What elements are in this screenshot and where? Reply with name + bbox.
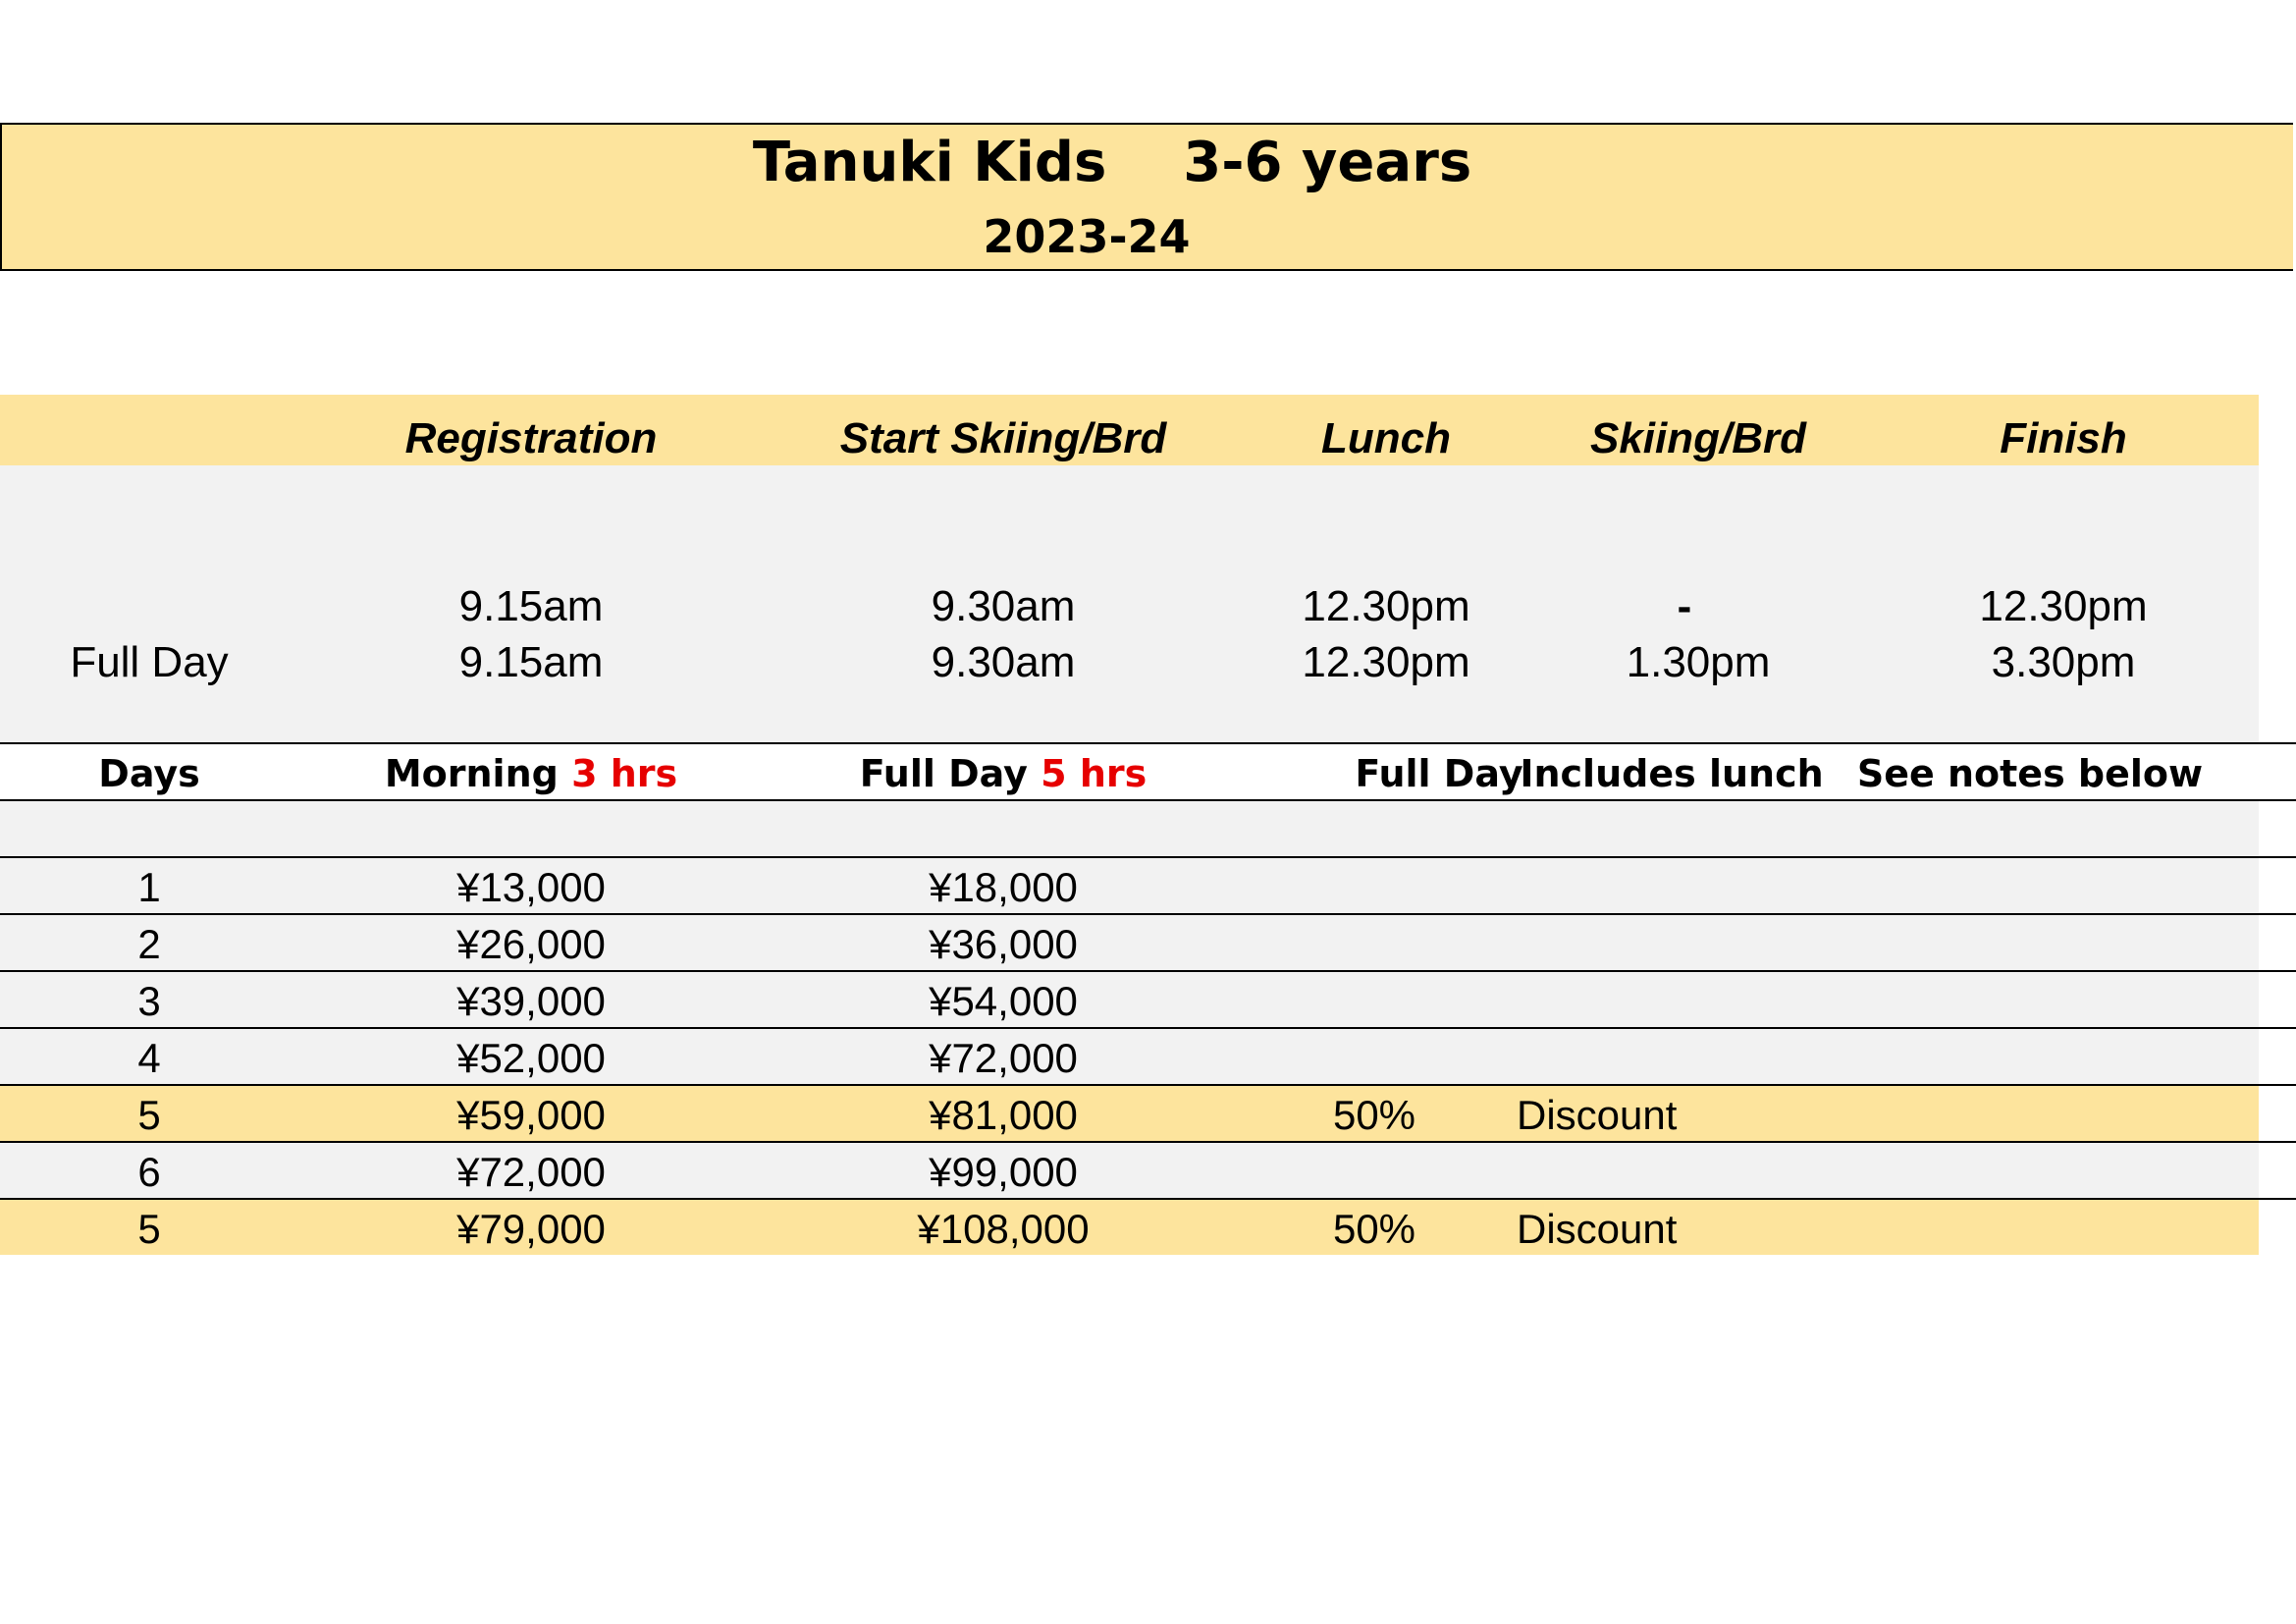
morning-skiing: - bbox=[1677, 582, 1692, 630]
fullday-skiing: 1.30pm bbox=[1626, 638, 1771, 686]
discount-percent-cell: 50% bbox=[1332, 1206, 1416, 1252]
morning-header-label: Morning bbox=[384, 752, 559, 795]
morning-price-cell: ¥59,000 bbox=[456, 1092, 606, 1138]
fullday-price-cell: ¥18,000 bbox=[929, 864, 1078, 910]
morning-lunch: 12.30pm bbox=[1302, 582, 1470, 630]
morning-hours: 3 hrs bbox=[571, 752, 678, 795]
days-cell: 6 bbox=[137, 1149, 161, 1195]
price-row bbox=[0, 915, 2259, 970]
morning-price-cell: ¥52,000 bbox=[456, 1035, 606, 1081]
includes-lunch-header: Includes lunch bbox=[1520, 752, 1824, 795]
morning-price-cell: ¥79,000 bbox=[456, 1206, 606, 1252]
see-notes-header: See notes below bbox=[1856, 752, 2204, 795]
fullday-price-cell: ¥36,000 bbox=[929, 921, 1078, 967]
fullday-lunch: 12.30pm bbox=[1302, 638, 1470, 686]
days-cell: 1 bbox=[137, 864, 161, 910]
fullday-finish: 3.30pm bbox=[1991, 638, 2136, 686]
spacer-row bbox=[0, 801, 2259, 856]
fullday-price-cell: ¥99,000 bbox=[929, 1149, 1078, 1195]
col-lunch: Lunch bbox=[1321, 414, 1451, 462]
morning-header bbox=[385, 752, 677, 795]
schedule-times bbox=[0, 465, 2259, 742]
season-subtitle: 2023-24 bbox=[983, 210, 1191, 263]
fullday-start: 9.30am bbox=[931, 638, 1076, 686]
fullday-header bbox=[860, 752, 1148, 795]
page-title: Tanuki Kids 3-6 years bbox=[752, 131, 1472, 194]
days-cell: 3 bbox=[137, 978, 161, 1024]
morning-price-cell: ¥13,000 bbox=[456, 864, 606, 910]
days-cell: 4 bbox=[137, 1035, 161, 1081]
discount-label-cell: Discount bbox=[1517, 1092, 1678, 1138]
price-row bbox=[0, 1200, 2259, 1255]
title-banner bbox=[0, 123, 2293, 271]
price-row bbox=[0, 1086, 2259, 1141]
schedule-header-row bbox=[0, 395, 2259, 465]
col-registration: Registration bbox=[404, 414, 658, 462]
fullday-hours: 5 hrs bbox=[1041, 752, 1148, 795]
fullday-note-header: Full Day bbox=[1355, 752, 1523, 795]
fullday-registration: 9.15am bbox=[458, 638, 604, 686]
morning-registration: 9.15am bbox=[458, 582, 604, 630]
fullday-header-label: Full Day bbox=[859, 752, 1028, 795]
col-skiing-brd: Skiing/Brd bbox=[1589, 414, 1807, 462]
fullday-label: Full Day bbox=[70, 638, 229, 686]
col-start-skiing: Start Skiing/Brd bbox=[839, 414, 1167, 462]
morning-start: 9.30am bbox=[931, 582, 1076, 630]
fullday-price-cell: ¥54,000 bbox=[929, 978, 1078, 1024]
days-cell: 5 bbox=[137, 1206, 161, 1252]
price-row bbox=[0, 858, 2259, 913]
price-row bbox=[0, 1029, 2259, 1084]
discount-percent-cell: 50% bbox=[1332, 1092, 1416, 1138]
price-row bbox=[0, 1143, 2259, 1198]
days-cell: 2 bbox=[137, 921, 161, 967]
days-header: Days bbox=[98, 752, 200, 795]
days-cell: 5 bbox=[137, 1092, 161, 1138]
morning-finish: 12.30pm bbox=[1979, 582, 2148, 630]
price-header-row bbox=[0, 744, 2259, 799]
price-row bbox=[0, 972, 2259, 1027]
morning-price-cell: ¥26,000 bbox=[456, 921, 606, 967]
fullday-price-cell: ¥72,000 bbox=[929, 1035, 1078, 1081]
morning-price-cell: ¥39,000 bbox=[456, 978, 606, 1024]
discount-label-cell: Discount bbox=[1517, 1206, 1678, 1252]
fullday-price-cell: ¥81,000 bbox=[929, 1092, 1078, 1138]
col-finish: Finish bbox=[2000, 414, 2127, 462]
morning-price-cell: ¥72,000 bbox=[456, 1149, 606, 1195]
fullday-price-cell: ¥108,000 bbox=[917, 1206, 1090, 1252]
